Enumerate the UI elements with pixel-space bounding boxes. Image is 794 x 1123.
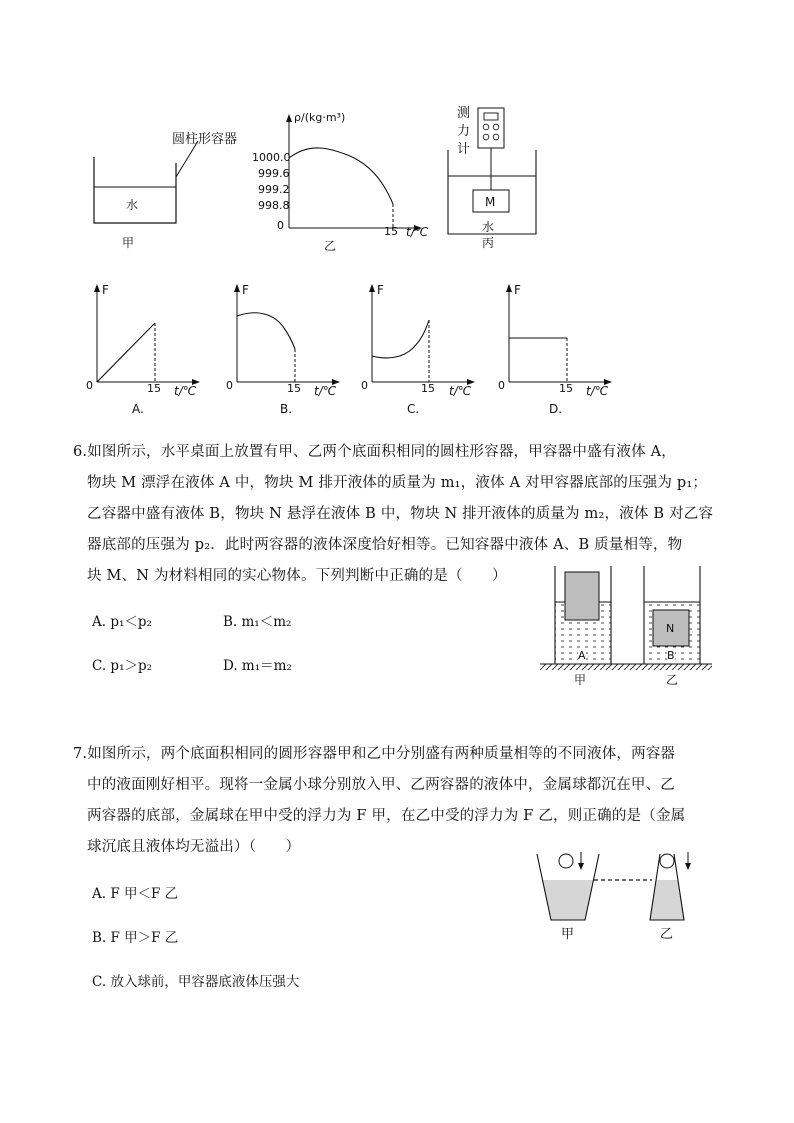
graph-a-letter: A. xyxy=(132,402,144,416)
q6-line-2: 物块 M 漂浮在液体 A 中，物块 M 排开液体的质量为 m₁，液体 A 对甲容器底部的压强为 p₁； xyxy=(87,475,708,491)
q7-line-2: 中的液面刚好相平。现将一金属小球分别放入甲、乙两容器的液体中，金属球都沉在甲、乙 xyxy=(87,777,675,793)
graph-b-origin: 0 xyxy=(226,379,233,392)
q6-block-n-label: N xyxy=(666,622,675,635)
q6-line-5: 块 M、N 为材料相同的实心物体。下列判断中正确的是（ ） xyxy=(87,568,507,584)
figure-bing-force-meter xyxy=(440,100,560,256)
q6-figure-two-containers xyxy=(536,560,716,690)
graph-d-letter: D. xyxy=(549,402,563,416)
q7-beakers-svg xyxy=(532,850,712,950)
graph-a-xtick: 15 xyxy=(147,382,161,395)
graph-d-ylabel: F xyxy=(514,283,521,297)
ytick-999-6: 999.6 xyxy=(258,167,290,180)
q6-containers-svg xyxy=(536,560,716,690)
temperature-axis-label: t/℃ xyxy=(406,225,429,239)
option-graph-b xyxy=(218,280,358,420)
force-meter-label-3: 计 xyxy=(457,142,471,157)
q7-caption-yi: 乙 xyxy=(660,927,674,942)
q6-line-3: 乙容器中盛有液体 B，物块 N 悬浮在液体 B 中，物块 N 排开液体的质量为 m₂，液体 B 对乙容 xyxy=(87,506,714,522)
graph-a-ylabel: F xyxy=(102,283,109,297)
graph-c-xlabel: t/℃ xyxy=(449,384,472,398)
water-label: 水 xyxy=(126,198,139,212)
graph-c-curve xyxy=(372,320,429,358)
force-meter-body xyxy=(478,108,504,148)
graph-a-origin: 0 xyxy=(86,379,93,392)
graph-b-letter: B. xyxy=(280,402,293,416)
ytick-998-8: 998.8 xyxy=(258,199,290,212)
q7-option-a[interactable]: A. F 甲＜F 乙 xyxy=(92,886,179,902)
ball-jia xyxy=(559,854,573,868)
option-graph-d xyxy=(490,280,630,420)
force-meter-label-1: 测 xyxy=(457,106,471,121)
q6-liquid-a-label: A xyxy=(578,649,586,662)
graph-b-ylabel: F xyxy=(242,283,249,297)
q6-line-1: 6.如图所示，水平桌面上放置有甲、乙两个底面积相同的圆柱形容器，甲容器中盛有液体 A， xyxy=(73,444,677,460)
q6-option-c[interactable]: C. p₁＞p₂ xyxy=(92,658,153,674)
graph-c-xtick: 15 xyxy=(421,382,435,395)
force-meter-label-2: 力 xyxy=(457,124,471,139)
block-m-q6 xyxy=(565,572,599,620)
graph-d-origin: 0 xyxy=(498,379,505,392)
origin-label: 0 xyxy=(277,219,284,232)
caption-bing: 丙 xyxy=(482,236,495,250)
graph-b-curve xyxy=(237,313,295,349)
density-curve xyxy=(289,148,393,204)
q6-option-a[interactable]: A. p₁＜p₂ xyxy=(92,614,152,630)
option-graph-a xyxy=(78,280,218,420)
q7-line-4: 球沉底且液体均无溢出）（ ） xyxy=(87,839,301,855)
q6-caption-jia: 甲 xyxy=(574,673,587,687)
q7-option-b[interactable]: B. F 甲＞F 乙 xyxy=(92,930,179,946)
q6-option-d[interactable]: D. m₁＝m₂ xyxy=(223,658,292,674)
xtick-15: 15 xyxy=(384,225,398,238)
graph-a-line xyxy=(97,323,155,382)
graph-c-letter: C. xyxy=(407,402,420,416)
cylinder-callout-label: 圆柱形容器 xyxy=(172,132,238,147)
ball-yi xyxy=(660,854,674,868)
figure-jia-cylinder-container xyxy=(80,125,260,255)
ytick-999-2: 999.2 xyxy=(258,183,290,196)
q7-figure-two-beakers xyxy=(532,850,712,950)
density-axis-label: ρ/(kg·m³) xyxy=(294,111,346,124)
q6-caption-yi: 乙 xyxy=(666,673,679,687)
graph-a-svg xyxy=(78,280,218,420)
q7-line-1: 7.如图所示，两个底面积相同的圆形容器甲和乙中分别盛有两种质量相等的不同液体，两容器 xyxy=(73,746,676,762)
caption-jia: 甲 xyxy=(122,236,135,250)
q7-line-3: 两容器的底部，金属球在甲中受的浮力为 F 甲，在乙中受的浮力为 F 乙，则正确的是（金属 xyxy=(87,808,686,824)
table-hatch xyxy=(540,664,712,670)
liquid-jia-fill xyxy=(543,880,593,920)
q6-option-b[interactable]: B. m₁＜m₂ xyxy=(223,614,292,630)
q7-option-c[interactable]: C. 放入球前，甲容器底液体压强大 xyxy=(92,974,300,990)
option-graph-c xyxy=(353,280,493,420)
q7-caption-jia: 甲 xyxy=(561,927,575,942)
ytick-1000: 1000.0 xyxy=(252,151,291,164)
graph-c-svg xyxy=(353,280,493,420)
q6-liquid-b-label: B xyxy=(667,649,675,662)
water-label-bing: 水 xyxy=(482,220,495,234)
graph-c-ylabel: F xyxy=(377,283,384,297)
graph-c-origin: 0 xyxy=(361,379,368,392)
graph-a-xlabel: t/℃ xyxy=(174,384,197,398)
graph-d-xtick: 15 xyxy=(559,382,573,395)
figure-yi-density-graph xyxy=(250,108,440,258)
block-m-label: M xyxy=(485,195,496,209)
q6-line-4: 器底部的压强为 p₂．此时两容器的液体深度恰好相等。已知容器中液体 A、B 质量相等，物 xyxy=(87,537,683,553)
graph-b-xtick: 15 xyxy=(287,382,301,395)
caption-yi: 乙 xyxy=(324,239,337,253)
graph-d-xlabel: t/℃ xyxy=(586,384,609,398)
graph-b-xlabel: t/℃ xyxy=(314,384,337,398)
